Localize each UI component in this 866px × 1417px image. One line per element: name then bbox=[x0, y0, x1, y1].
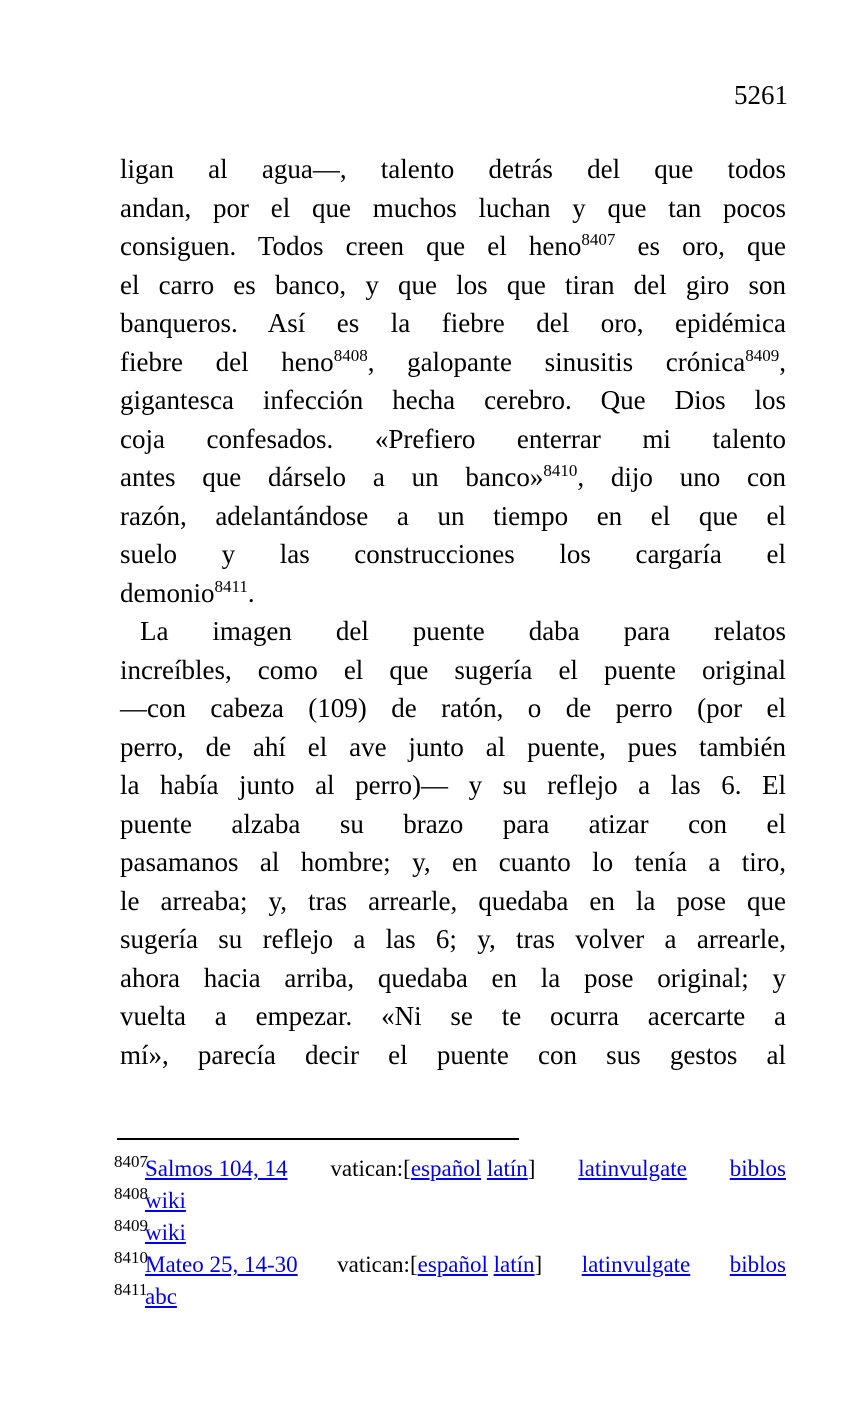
footnote-number: 8407 bbox=[114, 1152, 148, 1171]
footnote-content bbox=[145, 1281, 786, 1313]
page-number: 5261 bbox=[734, 80, 788, 110]
footnote-segment: vatican:[español latín] bbox=[330, 1156, 536, 1181]
footnote-number: 8409 bbox=[114, 1216, 148, 1235]
text-line: le arreaba; y, tras arrearle, quedaba en la pose que bbox=[120, 885, 786, 916]
footnote-item bbox=[114, 1281, 786, 1313]
footnote-link[interactable]: wiki bbox=[145, 1188, 186, 1213]
footnote-content bbox=[145, 1153, 786, 1185]
text-line: —con cabeza (109) de ratón, o de perro (por el bbox=[120, 693, 786, 723]
footnote-link[interactable]: español bbox=[410, 1156, 482, 1181]
text-line: demonio$^{8411}$. bbox=[120, 576, 255, 608]
footnote-number: 8411 bbox=[114, 1280, 148, 1299]
footnote-link[interactable]: latín bbox=[493, 1252, 535, 1277]
text-line: andan, por el que muchos luchan y que tan pocos bbox=[120, 192, 786, 223]
footnote-reference: 8409 bbox=[745, 345, 780, 365]
footnote-separator bbox=[117, 1138, 519, 1140]
text-line: puente alzaba su brazo para atizar con el bbox=[120, 808, 786, 839]
footnote-segment bbox=[145, 1188, 186, 1213]
text-line: ligan al agua—, talento detrás del que todos bbox=[120, 154, 786, 184]
body-text bbox=[120, 150, 786, 1074]
text-line: antes que dárselo a un banco»$^{8410}$, dijo uno con bbox=[120, 461, 786, 492]
footnote-item bbox=[114, 1153, 786, 1185]
footnotes bbox=[114, 1153, 786, 1313]
footnote-reference: 8411 bbox=[214, 576, 248, 596]
footnote-content bbox=[145, 1249, 786, 1281]
footnote-segment bbox=[145, 1220, 186, 1245]
footnote-segment bbox=[145, 1284, 177, 1309]
footnote-link[interactable]: Mateo 25, 14-30 bbox=[145, 1252, 298, 1277]
footnote-link[interactable]: biblos bbox=[729, 1156, 786, 1181]
footnote-segment bbox=[582, 1249, 691, 1281]
text-line: vuelta a empezar. «Ni se te ocurra acercarte a bbox=[120, 1001, 786, 1031]
text-line: coja confesados. «Prefiero enterrar mi talento bbox=[120, 423, 786, 454]
footnote-link[interactable]: abc bbox=[145, 1284, 177, 1309]
footnote-reference: 8407 bbox=[581, 230, 616, 249]
footnote-segment bbox=[145, 1249, 298, 1281]
paragraph bbox=[120, 612, 786, 1074]
footnote-segment bbox=[145, 1153, 287, 1185]
text-line: fiebre del heno$^{8408}$, galopante sinusitis crónica$^{8409}$, bbox=[120, 345, 786, 377]
footnote-segment bbox=[578, 1153, 687, 1185]
footnote-link[interactable]: latín bbox=[486, 1156, 528, 1181]
footnote-item bbox=[114, 1217, 786, 1249]
text-line: razón, adelantándose a un tiempo en el que el bbox=[120, 500, 786, 531]
footnote-reference: 8410 bbox=[543, 461, 578, 480]
footnote-item bbox=[114, 1185, 786, 1217]
footnote-link[interactable]: wiki bbox=[145, 1220, 186, 1245]
text-line: La imagen del puente daba para relatos bbox=[140, 616, 786, 646]
text-line: pasamanos al hombre; y, en cuanto lo tenía a tiro, bbox=[120, 847, 786, 877]
footnote-link[interactable]: Salmos 104, 14 bbox=[145, 1156, 288, 1181]
footnote-content bbox=[145, 1185, 786, 1217]
footnote-segment bbox=[730, 1153, 786, 1185]
text-line: gigantesca infección hecha cerebro. Que Dios los bbox=[120, 385, 786, 415]
text-line: increíbles, como el que sugería el puente original bbox=[120, 654, 786, 685]
footnote-reference: 8408 bbox=[333, 345, 368, 365]
footnote-segment bbox=[730, 1249, 786, 1281]
text-line: mí», parecía decir el puente con sus gestos al bbox=[120, 1039, 786, 1070]
footnote-item bbox=[114, 1249, 786, 1281]
text-line: ahora hacia arriba, quedaba en la pose original; y bbox=[120, 962, 786, 993]
paragraph bbox=[120, 150, 786, 612]
text-line: banqueros. Así es la fiebre del oro, epidémica bbox=[120, 308, 786, 338]
text-line: consiguen. Todos creen que el heno$^{8407}$ es oro, que bbox=[120, 230, 787, 261]
text-line: la había junto al perro)— y su reflejo a las 6. El bbox=[120, 770, 786, 800]
footnote-number: 8410 bbox=[114, 1248, 148, 1267]
footnote-content bbox=[145, 1217, 786, 1249]
footnote-link[interactable]: biblos bbox=[729, 1252, 786, 1277]
text-line: el carro es banco, y que los que tiran del giro son bbox=[120, 269, 786, 300]
footnote-segment: vatican:[español latín] bbox=[337, 1252, 543, 1277]
footnote-number: 8408 bbox=[114, 1184, 148, 1203]
footnote-link[interactable]: español bbox=[417, 1252, 488, 1277]
footnote-link[interactable]: latinvulgate bbox=[581, 1252, 691, 1277]
text-line: suelo y las construcciones los cargaría el bbox=[120, 539, 786, 569]
text-line: perro, de ahí el ave junto al puente, pues también bbox=[120, 731, 786, 762]
text-line: sugería su reflejo a las 6; y, tras volver a arrearle, bbox=[120, 924, 786, 954]
footnote-link[interactable]: latinvulgate bbox=[578, 1156, 687, 1181]
